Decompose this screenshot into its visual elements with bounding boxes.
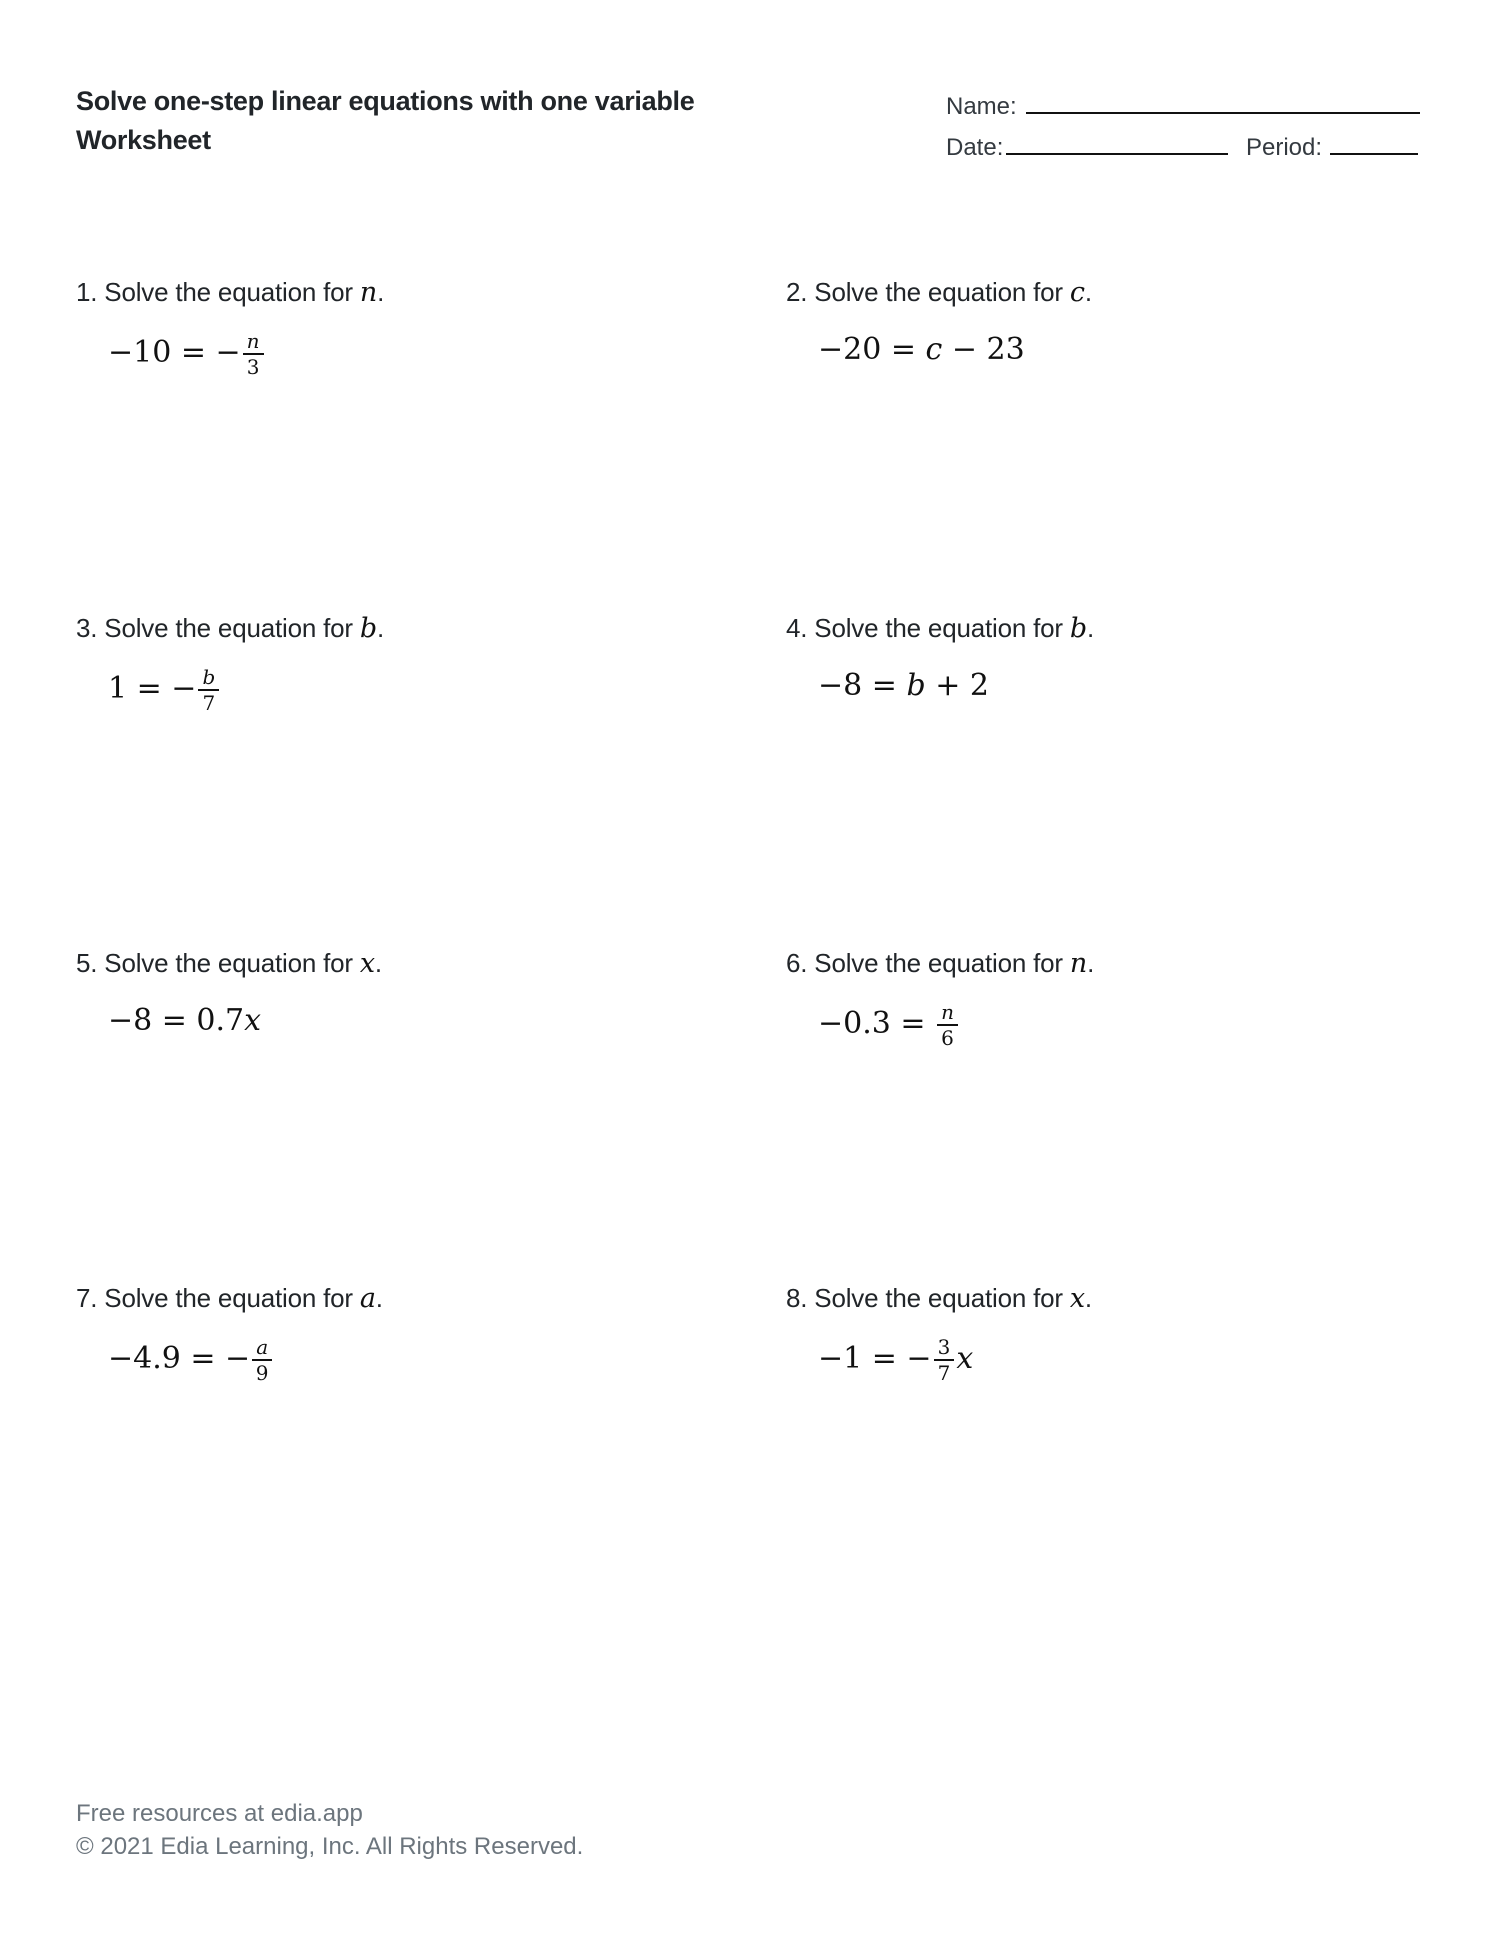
page-title: [76, 82, 776, 160]
math-text: −0.3 =: [818, 1006, 936, 1041]
problem-5-equation: [108, 1001, 736, 1041]
problem-2-equation: [818, 330, 1446, 370]
problem-8: [786, 1281, 1446, 1384]
problem-4-prompt: 4. Solve the equation for b.: [786, 613, 1095, 644]
name-blank-line: [1026, 112, 1420, 114]
fraction: $\frac{b}{7}$: [198, 666, 219, 714]
period-label: Period:: [1246, 134, 1323, 161]
problem-2-prompt: 2. Solve the equation for c.: [786, 277, 1092, 308]
problem-3-equation: [108, 666, 736, 714]
math-text: − 23: [942, 332, 1025, 367]
problem-4-equation: [818, 666, 1446, 706]
date-blank-line: [1006, 153, 1228, 155]
footer: [76, 1797, 583, 1863]
problem-6-equation: [818, 1001, 1446, 1049]
problem-7: [76, 1281, 736, 1384]
fraction: $\frac{3}{7}$: [934, 1336, 955, 1384]
math-text: 1 = −: [108, 671, 197, 706]
problem-1: [76, 275, 736, 378]
name-label: Name:: [946, 93, 1017, 120]
math-variable: c: [925, 332, 943, 367]
math-variable: x: [244, 1003, 262, 1038]
math-variable: a: [359, 1283, 376, 1314]
period-blank-line: [1330, 153, 1418, 155]
problem-6-prompt: 6. Solve the equation for n.: [786, 948, 1095, 979]
math-text: −8 = 0.7: [108, 1003, 245, 1038]
problem-8-equation: [818, 1336, 1446, 1384]
problem-3: [76, 611, 736, 714]
math-text: −20 =: [818, 332, 926, 367]
math-variable: x: [359, 948, 375, 979]
problem-5-prompt: 5. Solve the equation for x.: [76, 948, 382, 979]
page-title-line1: Solve one-step linear equations with one variable: [76, 86, 695, 116]
fraction: $\frac{n}{3}$: [243, 330, 264, 378]
problem-7-prompt: 7. Solve the equation for a.: [76, 1283, 383, 1314]
date-label: Date:: [946, 134, 1004, 161]
problem-2: [786, 275, 1446, 370]
math-variable: b: [1069, 613, 1087, 644]
math-variable: n: [359, 277, 378, 308]
math-variable: n: [1069, 948, 1088, 979]
footer-free-resources: Free resources at edia.app: [76, 1800, 363, 1827]
problem-7-equation: [108, 1336, 736, 1384]
page-title-line2: Worksheet: [76, 125, 211, 155]
problem-8-prompt: 8. Solve the equation for x.: [786, 1283, 1092, 1314]
fraction: $\frac{n}{6}$: [937, 1001, 958, 1049]
problem-3-prompt: 3. Solve the equation for b.: [76, 613, 385, 644]
math-variable: b: [906, 668, 926, 703]
fraction: $\frac{a}{9}$: [252, 1336, 272, 1384]
math-text: −8 =: [818, 668, 907, 703]
problem-6: [786, 946, 1446, 1049]
math-text: −1 = −: [818, 1341, 932, 1376]
problem-5: [76, 946, 736, 1041]
math-text: −10 = −: [108, 335, 241, 370]
math-text: + 2: [925, 668, 989, 703]
footer-copyright: © 2021 Edia Learning, Inc. All Rights Reserved.: [76, 1833, 584, 1860]
problem-1-equation: [108, 330, 736, 378]
math-variable: x: [956, 1341, 974, 1376]
problem-4: [786, 611, 1446, 706]
math-variable: x: [1069, 1283, 1085, 1314]
math-text: −4.9 = −: [108, 1341, 251, 1376]
math-variable: c: [1069, 277, 1085, 308]
problem-1-prompt: 1. Solve the equation for n.: [76, 277, 385, 308]
math-variable: b: [359, 613, 377, 644]
